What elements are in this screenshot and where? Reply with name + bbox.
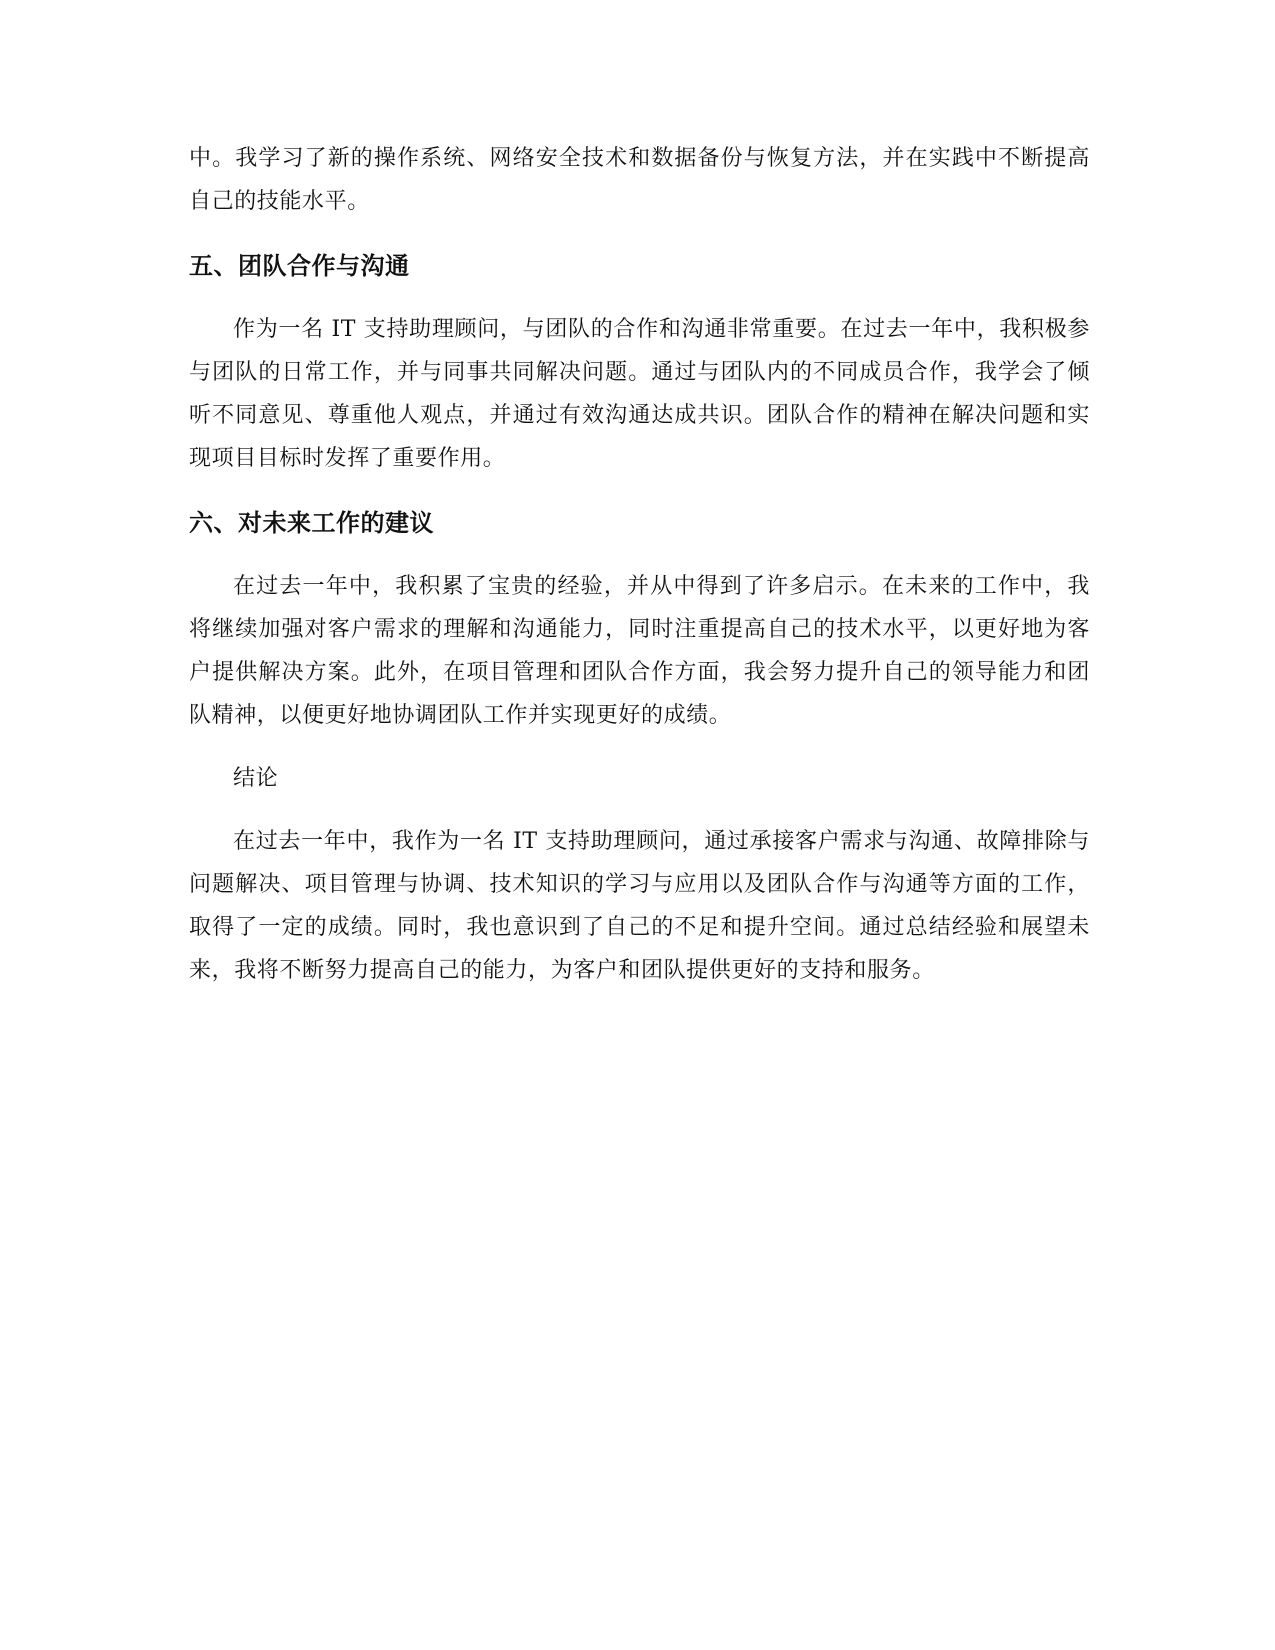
teamwork-paragraph: 作为一名 IT 支持助理顾问，与团队的合作和沟通非常重要。在过去一年中，我积极参与团队的日常工作，并与同事共同解决问题。通过与团队内的不同成员合作，我学会了倾听不同意见、尊重他人观点，并通过有效沟通达成共识。团队合作的精神在解决问题和实现项目目标时发挥了重要作用。 xyxy=(189,317,1090,471)
continuation-paragraph: 中。我学习了新的操作系统、网络安全技术和数据备份与恢复方法，并在实践中不断提高自己的技能水平。 xyxy=(189,146,1090,214)
document-page xyxy=(189,137,1090,992)
section-heading-future-suggestions: 六、对未来工作的建议 xyxy=(189,509,434,537)
future-suggestions-paragraph: 在过去一年中，我积累了宝贵的经验，并从中得到了许多启示。在未来的工作中，我将继续加强对客户需求的理解和沟通能力，同时注重提高自己的技术水平，以更好地为客户提供解决方案。此外，在项目管理和团队合作方面，我会努力提升自己的领导能力和团队精神，以便更好地协调团队工作并实现更好的成绩。 xyxy=(189,574,1090,728)
conclusion-label: 结论 xyxy=(233,766,279,791)
section-heading-teamwork: 五、团队合作与沟通 xyxy=(189,252,410,280)
conclusion-paragraph: 在过去一年中，我作为一名 IT 支持助理顾问，通过承接客户需求与沟通、故障排除与问题解决、项目管理与协调、技术知识的学习与应用以及团队合作与沟通等方面的工作，取得了一定的成绩。同时，我也意识到了自己的不足和提升空间。通过总结经验和展望未来，我将不断努力提高自己的能力，为客户和团队提供更好的支持和服务。 xyxy=(189,829,1090,983)
